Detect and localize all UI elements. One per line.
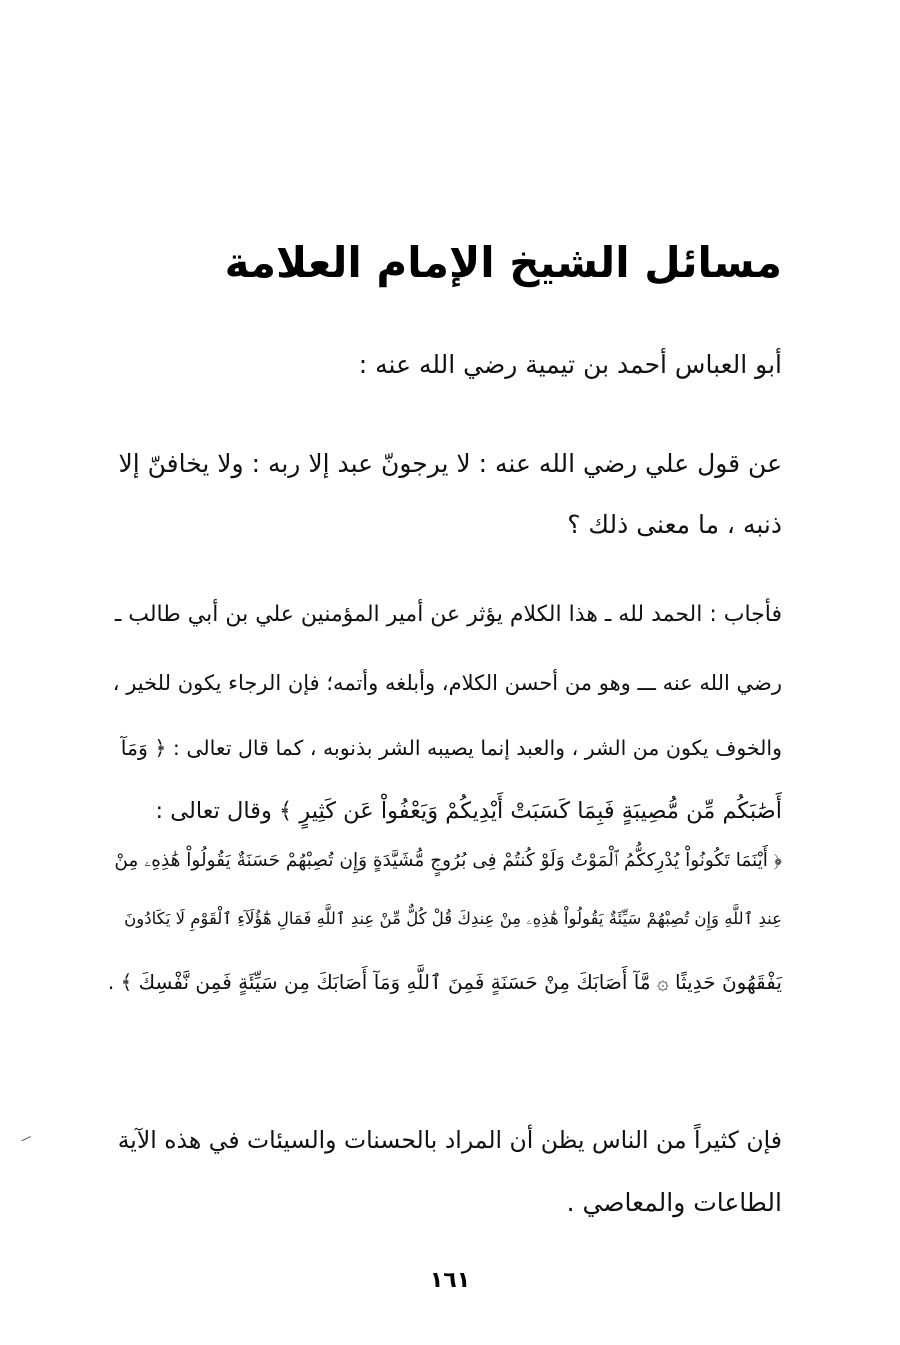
closing-line-1: فإن كثيراً من الناس يظن أن المراد بالحسنات والسيئات في هذه الآية [117, 1126, 782, 1154]
intro-line: أبو العباس أحمد بن تيمية رضي الله عنه : [358, 350, 782, 379]
stray-pen-mark [21, 1136, 32, 1145]
answer-line-3: والخوف يكون من الشر ، والعبد إنما يصيبه الشر بذنوبه ، كما قال تعالى : ﴿ وَمَآ [120, 736, 782, 760]
answer-line-1: فأجاب : الحمد لله ـ هذا الكلام يؤثر عن أمير المؤمنين علي بن أبي طالب ـ [114, 602, 782, 627]
answer-line-7: يَفْقَهُونَ حَدِيثًا ۞ مَّآ أَصَابَكَ مِنْ حَسَنَةٍ فَمِنَ ٱللَّهِ وَمَآ أَصَابَكَ مِن سَيِّئَةٍ فَمِن نَّفْسِكَ ﴾ . [107, 970, 782, 994]
answer-line-2: رضي الله عنه ـــ وهو من أحسن الكلام، وأبلغه وأتمه؛ فإن الرجاء يكون للخير ، [112, 671, 782, 695]
answer-line-6: عِندِ ٱللَّهِ وَإِن تُصِبْهُمْ سَيِّئَةٌ يَقُولُواْ هَٰذِهِۦ مِنْ عِندِكَ قُلْ كُلٌّ مِّنْ عِندِ ٱللَّهِ فَمَالِ هَٰٓؤُلَآءِ ٱلْقَوْمِ لَا يَكَادُونَ [124, 909, 782, 928]
closing-line-2: الطاعات والمعاصي . [566, 1188, 782, 1217]
page-number: ١٦١ [429, 1268, 471, 1293]
answer-line-4: أَصَٰبَكُم مِّن مُّصِيبَةٍ فَبِمَا كَسَبَتْ أَيْدِيكُمْ وَيَعْفُواْ عَن كَثِيرٍ ﴾ وقال تعالى : [155, 798, 782, 824]
answer-line-5: ﴿ أَيْنَمَا تَكُونُواْ يُدْرِككُّمُ ٱلْمَوْتُ وَلَوْ كُنتُمْ فِى بُرُوجٍ مُّشَيَّدَةٍ وَإِن تُصِبْهُمْ حَسَنَةٌ يَقُولُواْ هَٰذِهِۦ مِنْ [114, 850, 782, 871]
page-title: مسائل الشيخ الإمام العلامة [224, 238, 782, 287]
question-line-2: ذنبه ، ما معنى ذلك ؟ [567, 510, 782, 539]
question-line-1: عن قول علي رضي الله عنه : لا يرجونّ عبد إلا ربه : ولا يخافنّ إلا [118, 449, 782, 478]
